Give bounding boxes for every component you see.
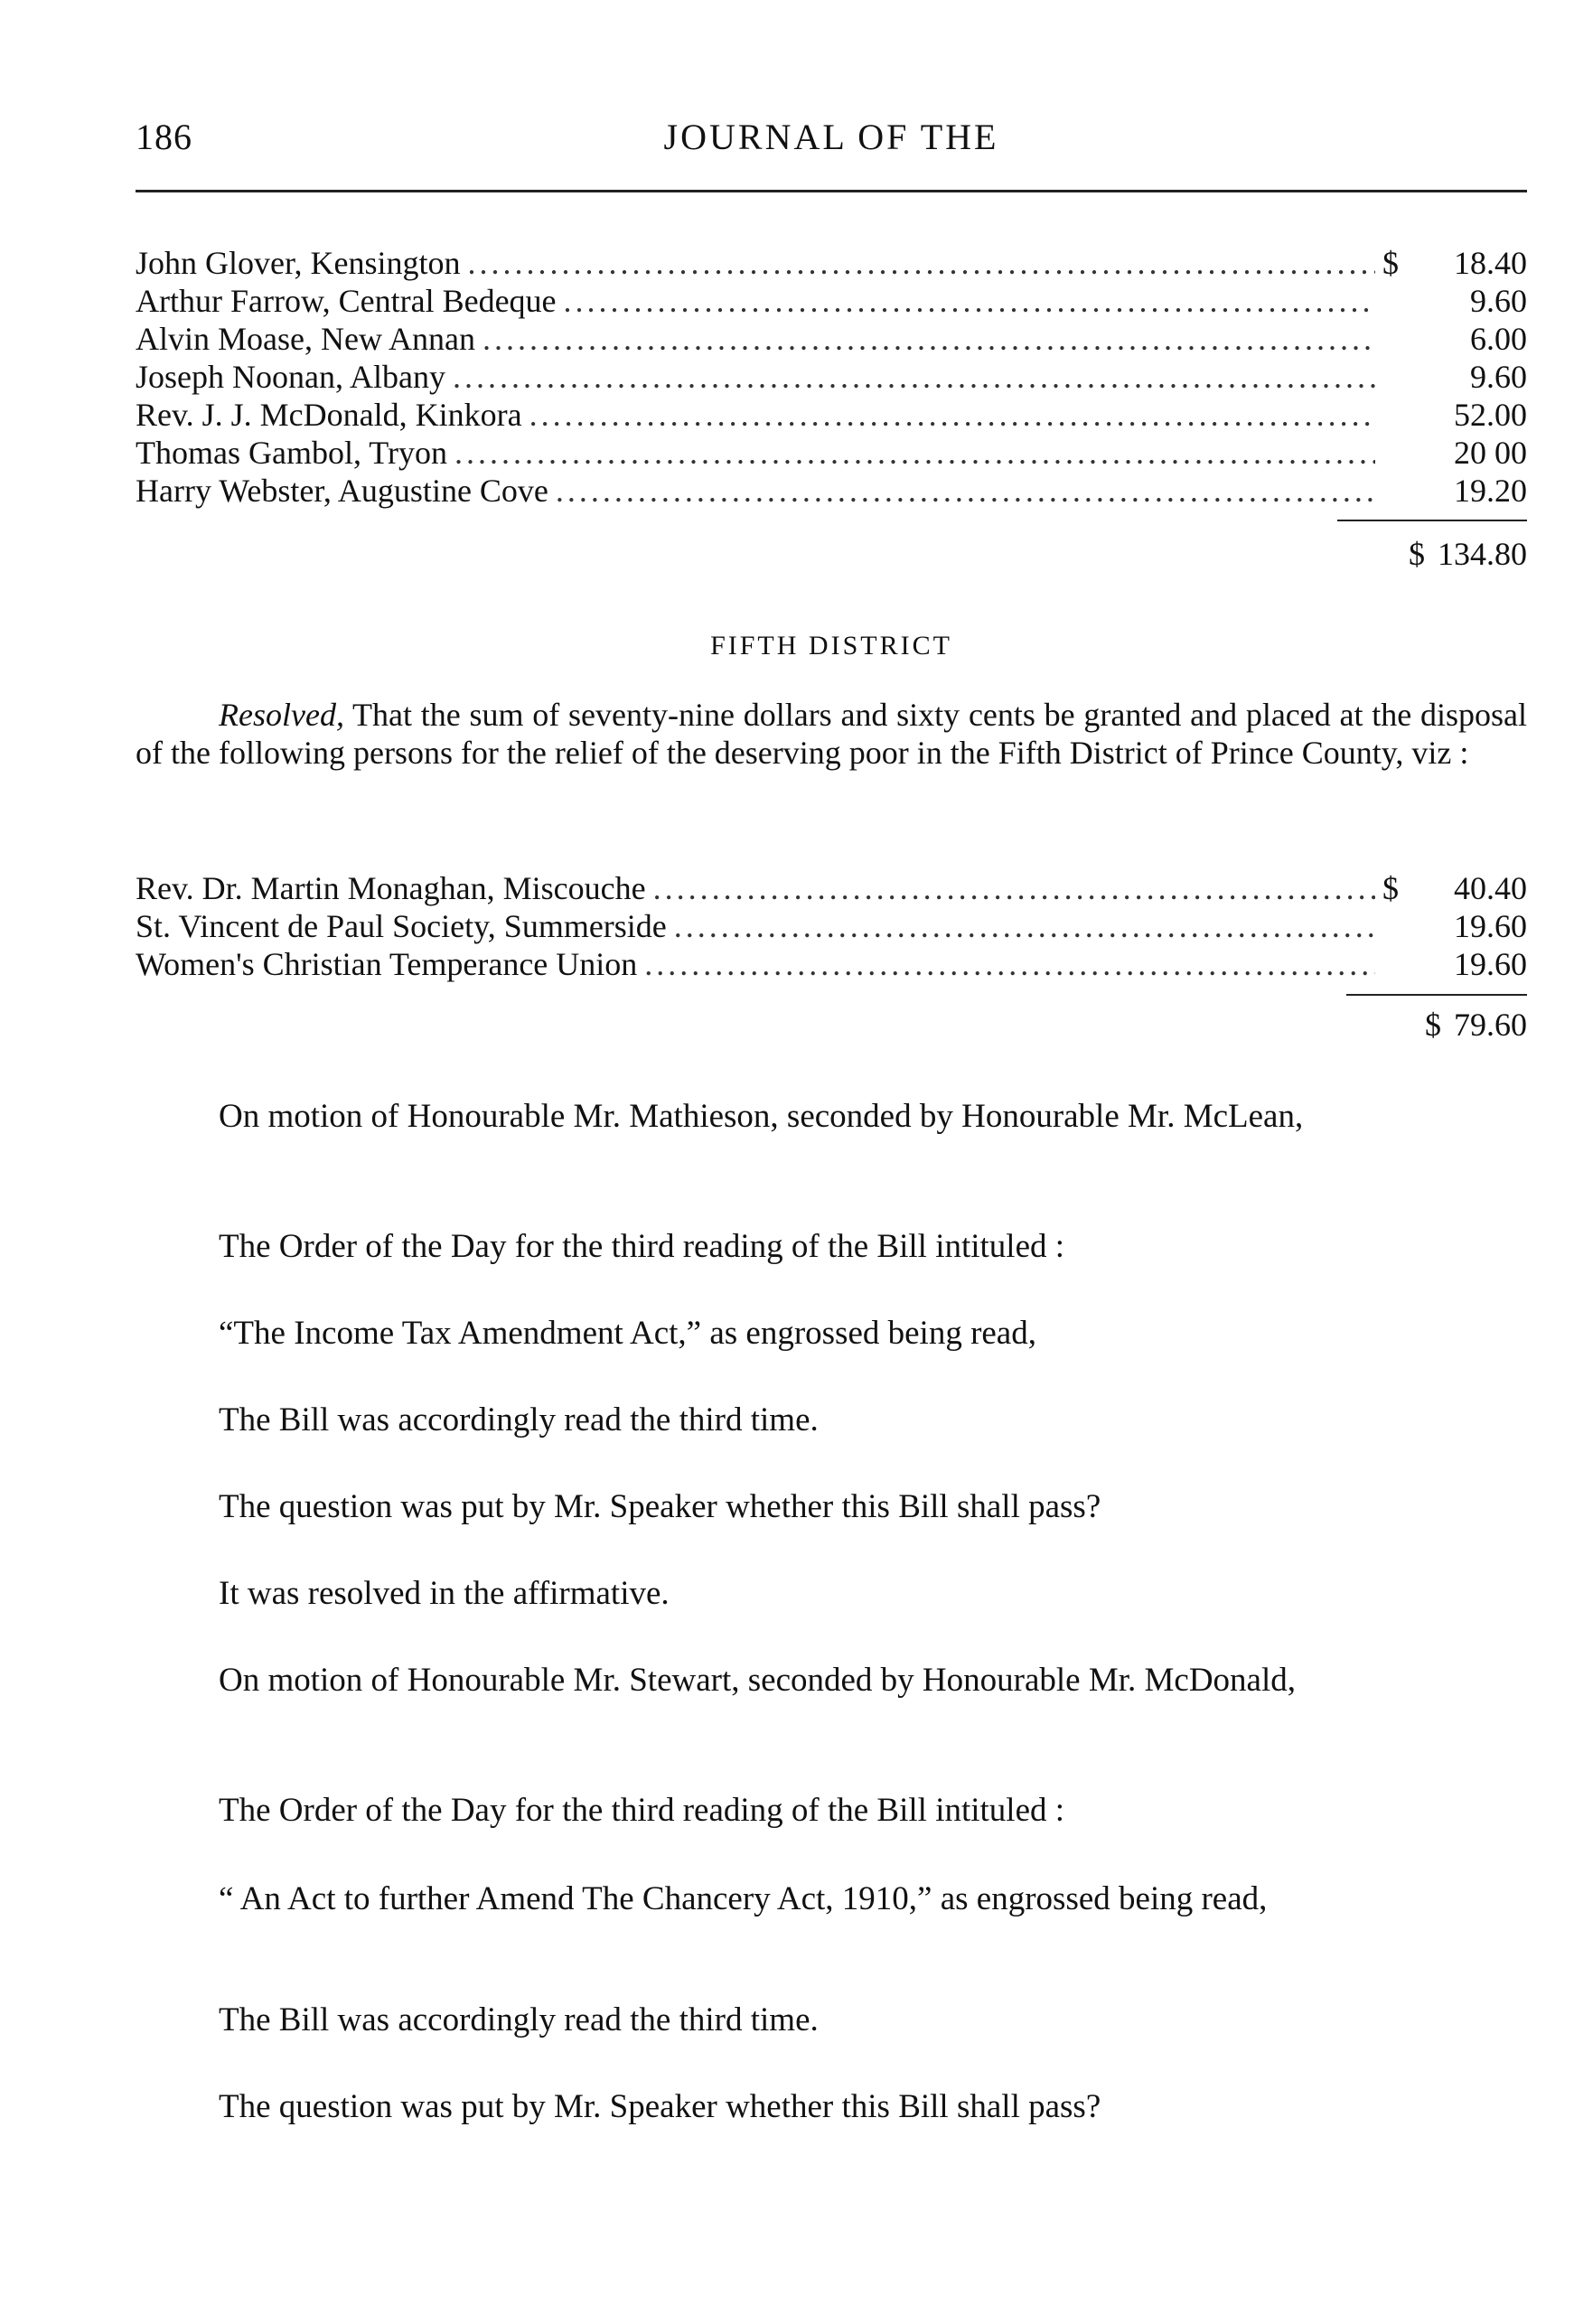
recipient-name: St. Vincent de Paul Society, Summerside (136, 908, 667, 944)
list-item (136, 320, 1527, 358)
dot-leader (556, 472, 1375, 510)
proceeding-paragraph: On motion of Honourable Mr. Stewart, seconded by Honourable Mr. McDonald, (219, 1662, 1297, 1699)
resolution-text: That the sum of seventy-nine dollars and sixty cents be granted and placed at the disposal of the following persons for the relief of the deserving poor in the Fifth District of Prince County, viz : (136, 697, 1527, 771)
list-item (136, 244, 1527, 282)
proceeding-paragraph: “ An Act to further Amend The Chancery Act, 1910,” as engrossed being read, (219, 1880, 1268, 1917)
proceeding-paragraph: The question was put by Mr. Speaker whether this Bill shall pass? (219, 1488, 1101, 1525)
proceeding-paragraph: “The Income Tax Amendment Act,” as engrossed being read, (219, 1315, 1036, 1352)
proceeding-paragraph: The Order of the Day for the third reading of the Bill intituled : (219, 1228, 1065, 1265)
total-rule (1337, 520, 1527, 521)
amount: 6.00 (1470, 321, 1527, 357)
header-rule (136, 190, 1527, 192)
dot-leader (468, 244, 1375, 282)
dot-leader (674, 907, 1375, 945)
amount: 20 00 (1454, 435, 1527, 471)
recipient-name: Harry Webster, Augustine Cove (136, 473, 548, 509)
page-number: 186 (136, 117, 192, 157)
amount: 18.40 (1454, 245, 1527, 281)
list-item (136, 907, 1527, 945)
recipient-name: Joseph Noonan, Albany (136, 359, 445, 395)
dot-leader (483, 320, 1375, 358)
dollar-sign: $ (1425, 1007, 1441, 1043)
recipient-name: Arthur Farrow, Central Bedeque (136, 283, 557, 319)
recipient-name: John Glover, Kensington (136, 245, 461, 281)
section-heading: FIFTH DISTRICT (710, 631, 952, 661)
list-item (136, 282, 1527, 320)
list-item (136, 472, 1527, 510)
dot-leader (454, 434, 1375, 472)
proceeding-paragraph: The question was put by Mr. Speaker whether this Bill shall pass? (219, 2088, 1101, 2125)
relief-list-fourth-district (136, 244, 1527, 510)
proceeding-paragraph: The Order of the Day for the third reading of the Bill intituled : (219, 1792, 1065, 1829)
amount: 19.60 (1454, 908, 1527, 944)
total-amount: 134.80 (1438, 536, 1527, 572)
total-rule (1346, 994, 1527, 996)
amount: 19.60 (1454, 946, 1527, 982)
dot-leader (644, 945, 1375, 983)
dot-leader (453, 358, 1375, 396)
list-total (1409, 535, 1527, 573)
amount: 40.40 (1454, 870, 1527, 906)
total-amount: 79.60 (1454, 1007, 1527, 1043)
recipient-name: Alvin Moase, New Annan (136, 321, 475, 357)
resolution-paragraph (136, 696, 1527, 772)
recipient-name: Rev. Dr. Martin Monaghan, Miscouche (136, 870, 646, 906)
amount: 9.60 (1470, 283, 1527, 319)
amount: 19.20 (1454, 473, 1527, 509)
dot-leader (564, 282, 1375, 320)
list-item (136, 396, 1527, 434)
page-header (136, 116, 1527, 170)
recipient-name: Women's Christian Temperance Union (136, 946, 638, 982)
recipient-name: Thomas Gambol, Tryon (136, 435, 448, 471)
amount: 9.60 (1470, 359, 1527, 395)
dollar-sign: $ (1382, 870, 1399, 906)
proceeding-paragraph: The Bill was accordingly read the third time. (219, 1401, 819, 1438)
amount: 52.00 (1454, 397, 1527, 433)
list-item (136, 869, 1527, 907)
list-item (136, 358, 1527, 396)
proceeding-paragraph: It was resolved in the affirmative. (219, 1575, 670, 1612)
dot-leader (529, 396, 1375, 434)
resolved-word: Resolved, (219, 697, 344, 733)
dollar-sign: $ (1382, 245, 1399, 281)
dollar-sign: $ (1409, 536, 1425, 572)
list-item (136, 434, 1527, 472)
relief-list-fifth-district (136, 869, 1527, 983)
proceeding-paragraph: On motion of Honourable Mr. Mathieson, seconded by Honourable Mr. McLean, (219, 1098, 1304, 1135)
list-item (136, 945, 1527, 983)
recipient-name: Rev. J. J. McDonald, Kinkora (136, 397, 522, 433)
list-total (1425, 1006, 1527, 1044)
proceeding-paragraph: The Bill was accordingly read the third time. (219, 2001, 819, 2038)
running-head: JOURNAL OF THE (663, 117, 999, 157)
dot-leader (653, 869, 1375, 907)
